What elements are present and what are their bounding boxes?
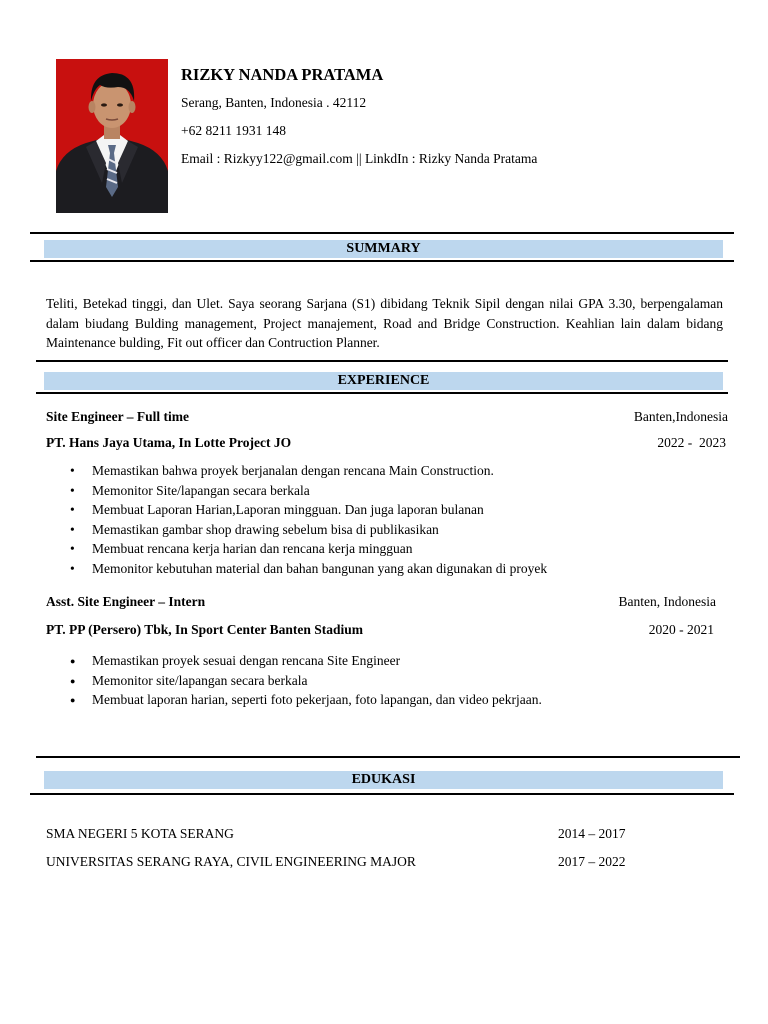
- divider: [30, 260, 734, 262]
- education-period: 2017 – 2022: [558, 854, 626, 869]
- list-item: • Memastikan bahwa proyek berjanalan dengan rencana Main Construction.: [70, 461, 547, 481]
- education-heading: EDUKASI: [44, 771, 723, 789]
- contact-line: Email : Rizkyy122@gmail.com || LinkdIn : Rizky Nanda Pratama: [181, 151, 538, 166]
- phone-number: +62 8211 1931 148: [181, 123, 286, 138]
- list-item: ● Memastikan proyek sesuai dengan rencana Site Engineer: [70, 651, 542, 671]
- job-location: Banten, Indonesia: [618, 594, 716, 609]
- experience-heading: EXPERIENCE: [44, 372, 723, 390]
- candidate-name: RIZKY NANDA PRATAMA: [181, 65, 384, 84]
- profile-photo: [56, 59, 168, 213]
- list-item: • Membuat rencana kerja harian dan rencana kerja mingguan: [70, 539, 547, 559]
- divider: [30, 793, 734, 795]
- list-item: • Memonitor Site/lapangan secara berkala: [70, 481, 547, 501]
- job-duties-list: [70, 651, 542, 710]
- job-company: PT. Hans Jaya Utama, In Lotte Project JO: [46, 435, 292, 450]
- job-location: Banten,Indonesia: [633, 409, 728, 424]
- summary-text: Teliti, Betekad tinggi, dan Ulet. Saya seorang Sarjana (S1) dibidang Teknik Sipil dengan nilai GPA 3.30, berpengalaman dalam biudang Bulding management, Project manajement, Road and Bridge Construction. Keahlian lain dalam bidang Maintenance bulding, Fit out officer dan Contruction Planner.: [46, 296, 723, 350]
- divider: [36, 360, 728, 362]
- list-item: • Memastikan gambar shop drawing sebelum bisa di publikasikan: [70, 520, 547, 540]
- job-period: 2020 - 2021: [648, 622, 714, 637]
- education-school: SMA NEGERI 5 KOTA SERANG: [46, 826, 234, 841]
- job-company: PT. PP (Persero) Tbk, In Sport Center Banten Stadium: [46, 622, 364, 637]
- divider: [30, 232, 734, 234]
- list-item: • Memonitor kebutuhan material dan bahan bangunan yang akan digunakan di proyek: [70, 559, 547, 579]
- job-period: 2022 - 2023: [657, 435, 726, 450]
- list-item: ● Memonitor site/lapangan secara berkala: [70, 671, 542, 691]
- summary-heading: SUMMARY: [44, 240, 723, 258]
- address: Serang, Banten, Indonesia . 42112: [181, 95, 367, 110]
- divider: [36, 756, 740, 758]
- education-period: 2014 – 2017: [558, 826, 626, 841]
- divider: [36, 392, 728, 394]
- job-duties-list: [70, 461, 547, 578]
- education-school: UNIVERSITAS SERANG RAYA, CIVIL ENGINEERING MAJOR: [46, 854, 416, 869]
- list-item: • Membuat Laporan Harian,Laporan mingguan. Dan juga laporan bulanan: [70, 500, 547, 520]
- job-title: Asst. Site Engineer – Intern: [46, 594, 206, 609]
- job-title: Site Engineer – Full time: [46, 409, 189, 424]
- list-item: ● Membuat laporan harian, seperti foto pekerjaan, foto lapangan, dan video pekrjaan.: [70, 690, 542, 710]
